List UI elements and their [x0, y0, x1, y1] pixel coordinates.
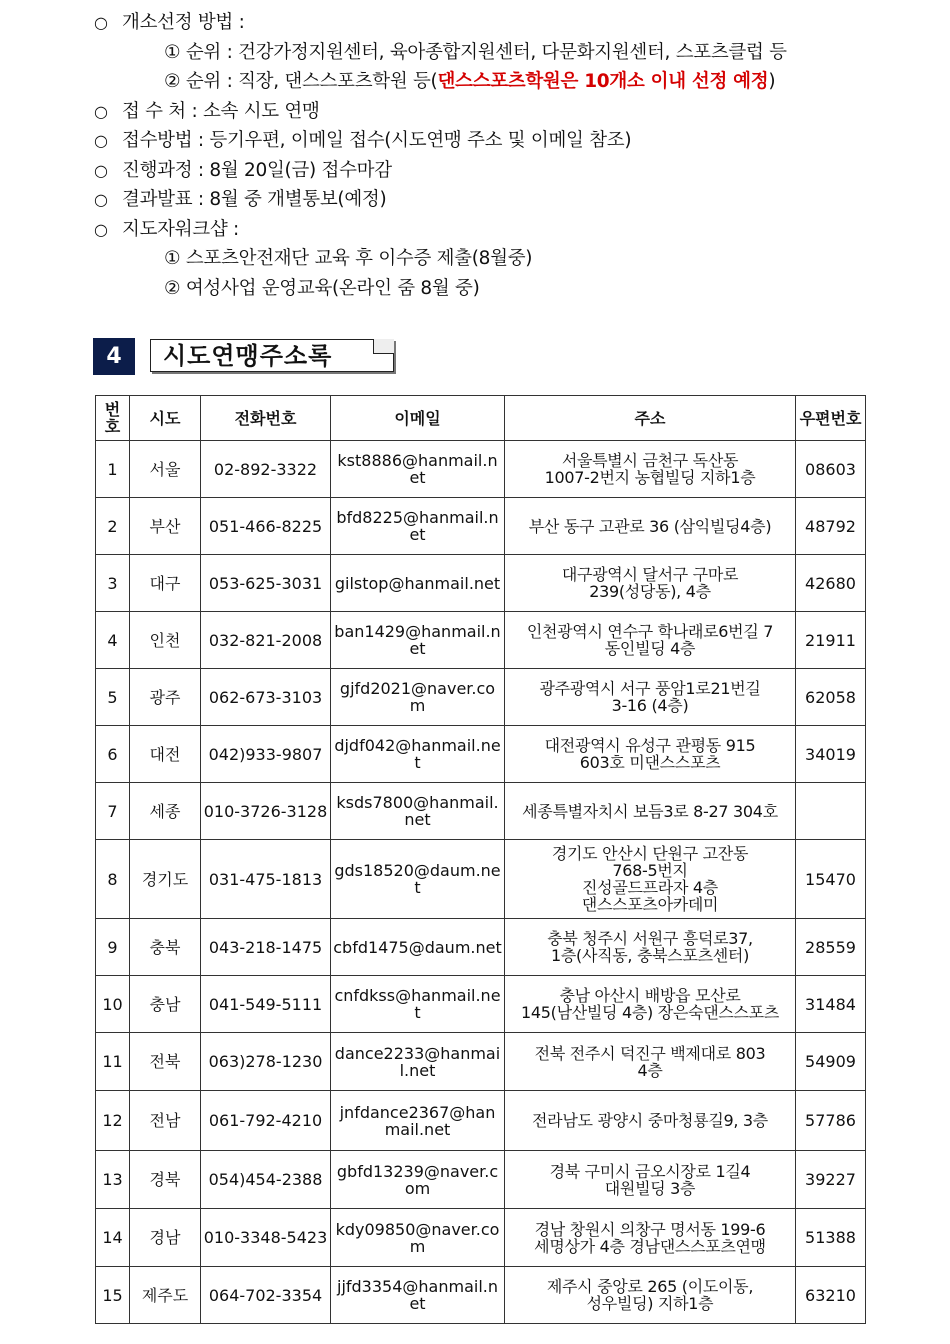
cell-address: 경기도 안산시 단원구 고잔동 768-5번지 진성골드프라자 4층 댄스스포츠아카데미 — [505, 840, 796, 919]
cell-email: jjfd3354@hanmail.net — [331, 1267, 505, 1324]
section-title-box — [150, 339, 394, 372]
table-row — [96, 612, 866, 669]
cell-postcode: 63210 — [796, 1267, 866, 1324]
section-title: 시도연맹주소록 — [163, 342, 333, 370]
cell-phone: 054)454-2388 — [201, 1151, 331, 1209]
sub-text: ② 여성사업 운영교육(온라인 줌 8월 중) — [164, 277, 480, 299]
cell-phone: 064-702-3354 — [201, 1267, 331, 1324]
address-table — [95, 395, 866, 1324]
bullet-line — [94, 185, 894, 215]
cell-postcode: 62058 — [796, 669, 866, 726]
cell-no: 9 — [96, 919, 130, 976]
cell-phone: 061-792-4210 — [201, 1091, 331, 1151]
cell-region: 대구 — [130, 555, 201, 612]
cell-postcode: 57786 — [796, 1091, 866, 1151]
col-header-address: 주소 — [505, 396, 796, 441]
cell-address: 부산 동구 고관로 36 (삼익빌딩4층) — [505, 498, 796, 555]
cell-no: 3 — [96, 555, 130, 612]
cell-address: 제주시 중앙로 265 (이도이동, 성우빌딩) 지하1층 — [505, 1267, 796, 1324]
bullet-line — [94, 8, 894, 38]
cell-region: 경남 — [130, 1209, 201, 1267]
bullet-list — [94, 8, 894, 303]
cell-phone: 062-673-3103 — [201, 669, 331, 726]
cell-phone: 010-3726-3128 — [201, 783, 331, 840]
cell-region: 대전 — [130, 726, 201, 783]
cell-region: 경기도 — [130, 840, 201, 919]
cell-address: 세종특별자치시 보듬3로 8-27 304호 — [505, 783, 796, 840]
cell-no: 6 — [96, 726, 130, 783]
cell-phone: 053-625-3031 — [201, 555, 331, 612]
bullet-line — [94, 156, 894, 186]
cell-postcode — [796, 783, 866, 840]
cell-no: 7 — [96, 783, 130, 840]
cell-email: cbfd1475@daum.net — [331, 919, 505, 976]
bullet-text: 개소선정 방법 : — [122, 12, 245, 33]
bullet-text: 접수방법 : 등기우편, 이메일 접수(시도연맹 주소 및 이메일 참조) — [122, 130, 632, 151]
cell-address: 충남 아산시 배방읍 모산로 145(남산빌딩 4층) 장은숙댄스스포츠 — [505, 976, 796, 1033]
table-row — [96, 976, 866, 1033]
cell-email: gbfd13239@naver.com — [331, 1151, 505, 1209]
cell-address: 대구광역시 달서구 구마로 239(성당동), 4층 — [505, 555, 796, 612]
cell-email: cnfdkss@hanmail.net — [331, 976, 505, 1033]
cell-email: gds18520@daum.net — [331, 840, 505, 919]
cell-region: 서울 — [130, 441, 201, 498]
table-row — [96, 498, 866, 555]
table-row — [96, 1091, 866, 1151]
sub-line — [94, 67, 894, 97]
sub-line — [94, 244, 894, 274]
cell-postcode: 54909 — [796, 1033, 866, 1091]
cell-phone: 010-3348-5423 — [201, 1209, 331, 1267]
sub-text: ① 스포츠안전재단 교육 후 이수증 제출(8월중) — [164, 248, 533, 269]
bullet-mark: ○ — [94, 131, 108, 150]
table-row — [96, 783, 866, 840]
cell-phone: 051-466-8225 — [201, 498, 331, 555]
highlight-text: 댄스스포츠학원은 10개소 이내 선정 예정 — [437, 71, 769, 92]
bullet-mark: ○ — [94, 190, 108, 209]
cell-no: 12 — [96, 1091, 130, 1151]
cell-no: 1 — [96, 441, 130, 498]
cell-email: kst8886@hanmail.net — [331, 441, 505, 498]
cell-region: 경북 — [130, 1151, 201, 1209]
table-row — [96, 1209, 866, 1267]
col-header-postcode: 우편번호 — [796, 396, 866, 441]
sub-text: ① 순위 : 건강가정지원센터, 육아종합지원센터, 다문화지원센터, 스포츠클럽 등 — [164, 41, 787, 63]
cell-phone: 041-549-5111 — [201, 976, 331, 1033]
cell-address: 충북 청주시 서원구 흥덕로37, 1층(사직동, 충북스포츠센터) — [505, 919, 796, 976]
cell-no: 11 — [96, 1033, 130, 1091]
cell-email: gilstop@hanmail.net — [331, 555, 505, 612]
cell-region: 충남 — [130, 976, 201, 1033]
bullet-text: 접 수 처 : 소속 시도 연맹 — [122, 100, 320, 122]
sub-text: ② 순위 : 직장, 댄스스포츠학원 등( — [164, 71, 438, 92]
sub-line — [94, 274, 894, 304]
table-row — [96, 441, 866, 498]
cell-postcode: 21911 — [796, 612, 866, 669]
cell-region: 제주도 — [130, 1267, 201, 1324]
cell-postcode: 15470 — [796, 840, 866, 919]
cell-phone: 042)933-9807 — [201, 726, 331, 783]
cell-email: dance2233@hanmail.net — [331, 1033, 505, 1091]
cell-region: 전북 — [130, 1033, 201, 1091]
cell-no: 4 — [96, 612, 130, 669]
cell-region: 전남 — [130, 1091, 201, 1151]
cell-no: 8 — [96, 840, 130, 919]
cell-no: 2 — [96, 498, 130, 555]
bullet-text: 결과발표 : 8월 중 개별통보(예정) — [122, 189, 387, 210]
cell-region: 세종 — [130, 783, 201, 840]
table-body — [96, 441, 866, 1324]
bullet-mark: ○ — [94, 13, 108, 32]
cell-phone: 043-218-1475 — [201, 919, 331, 976]
table-row — [96, 1151, 866, 1209]
cell-address: 인천광역시 연수구 학나래로6번길 7 동인빌딩 4층 — [505, 612, 796, 669]
table-row — [96, 919, 866, 976]
table-header-row — [96, 396, 866, 441]
cell-address: 대전광역시 유성구 관평동 915 603호 미댄스스포츠 — [505, 726, 796, 783]
cell-region: 인천 — [130, 612, 201, 669]
cell-postcode: 31484 — [796, 976, 866, 1033]
cell-address: 경북 구미시 금오시장로 1길4 대원빌딩 3층 — [505, 1151, 796, 1209]
cell-address: 광주광역시 서구 풍암1로21번길 3-16 (4층) — [505, 669, 796, 726]
cell-address: 서울특별시 금천구 독산동 1007-2번지 농협빌딩 지하1층 — [505, 441, 796, 498]
cell-email: kdy09850@naver.com — [331, 1209, 505, 1267]
cell-address: 전북 전주시 덕진구 백제대로 803 4층 — [505, 1033, 796, 1091]
cell-email: ban1429@hanmail.net — [331, 612, 505, 669]
bullet-text: 지도자워크샵 : — [122, 218, 239, 240]
cell-postcode: 39227 — [796, 1151, 866, 1209]
bullet-mark: ○ — [94, 101, 108, 121]
sub-tail: ) — [768, 71, 776, 92]
col-header-phone: 전화번호 — [201, 396, 331, 441]
bullet-mark: ○ — [94, 219, 108, 239]
folded-corner-icon — [373, 339, 394, 354]
bullet-line — [94, 215, 894, 245]
table-row — [96, 555, 866, 612]
bullet-line — [94, 97, 894, 127]
col-header-region: 시도 — [130, 396, 201, 441]
bullet-mark: ○ — [94, 160, 108, 180]
cell-email: ksds7800@hanmail.net — [331, 783, 505, 840]
col-header-no: 번호 — [96, 396, 130, 441]
cell-no: 10 — [96, 976, 130, 1033]
cell-region: 부산 — [130, 498, 201, 555]
cell-postcode: 48792 — [796, 498, 866, 555]
table-row — [96, 840, 866, 919]
table-row — [96, 726, 866, 783]
cell-address: 전라남도 광양시 중마청룡길9, 3층 — [505, 1091, 796, 1151]
cell-region: 충북 — [130, 919, 201, 976]
cell-email: bfd8225@hanmail.net — [331, 498, 505, 555]
cell-phone: 031-475-1813 — [201, 840, 331, 919]
table-row — [96, 1267, 866, 1324]
section-number: 4 — [93, 338, 135, 375]
cell-phone: 02-892-3322 — [201, 441, 331, 498]
sub-line — [94, 38, 894, 68]
bullet-text: 진행과정 : 8월 20일(금) 접수마감 — [122, 159, 392, 181]
cell-no: 15 — [96, 1267, 130, 1324]
cell-address: 경남 창원시 의창구 명서동 199-6 세명상가 4층 경남댄스스포츠연맹 — [505, 1209, 796, 1267]
cell-phone: 032-821-2008 — [201, 612, 331, 669]
cell-postcode: 28559 — [796, 919, 866, 976]
cell-email: djdf042@hanmail.net — [331, 726, 505, 783]
table-row — [96, 1033, 866, 1091]
table-row — [96, 669, 866, 726]
cell-email: jnfdance2367@hanmail.net — [331, 1091, 505, 1151]
cell-phone: 063)278-1230 — [201, 1033, 331, 1091]
bullet-line — [94, 126, 894, 156]
cell-no: 5 — [96, 669, 130, 726]
cell-postcode: 34019 — [796, 726, 866, 783]
cell-postcode: 08603 — [796, 441, 866, 498]
col-header-email: 이메일 — [331, 396, 505, 441]
cell-email: gjfd2021@naver.com — [331, 669, 505, 726]
cell-postcode: 42680 — [796, 555, 866, 612]
cell-no: 14 — [96, 1209, 130, 1267]
cell-postcode: 51388 — [796, 1209, 866, 1267]
cell-no: 13 — [96, 1151, 130, 1209]
cell-region: 광주 — [130, 669, 201, 726]
